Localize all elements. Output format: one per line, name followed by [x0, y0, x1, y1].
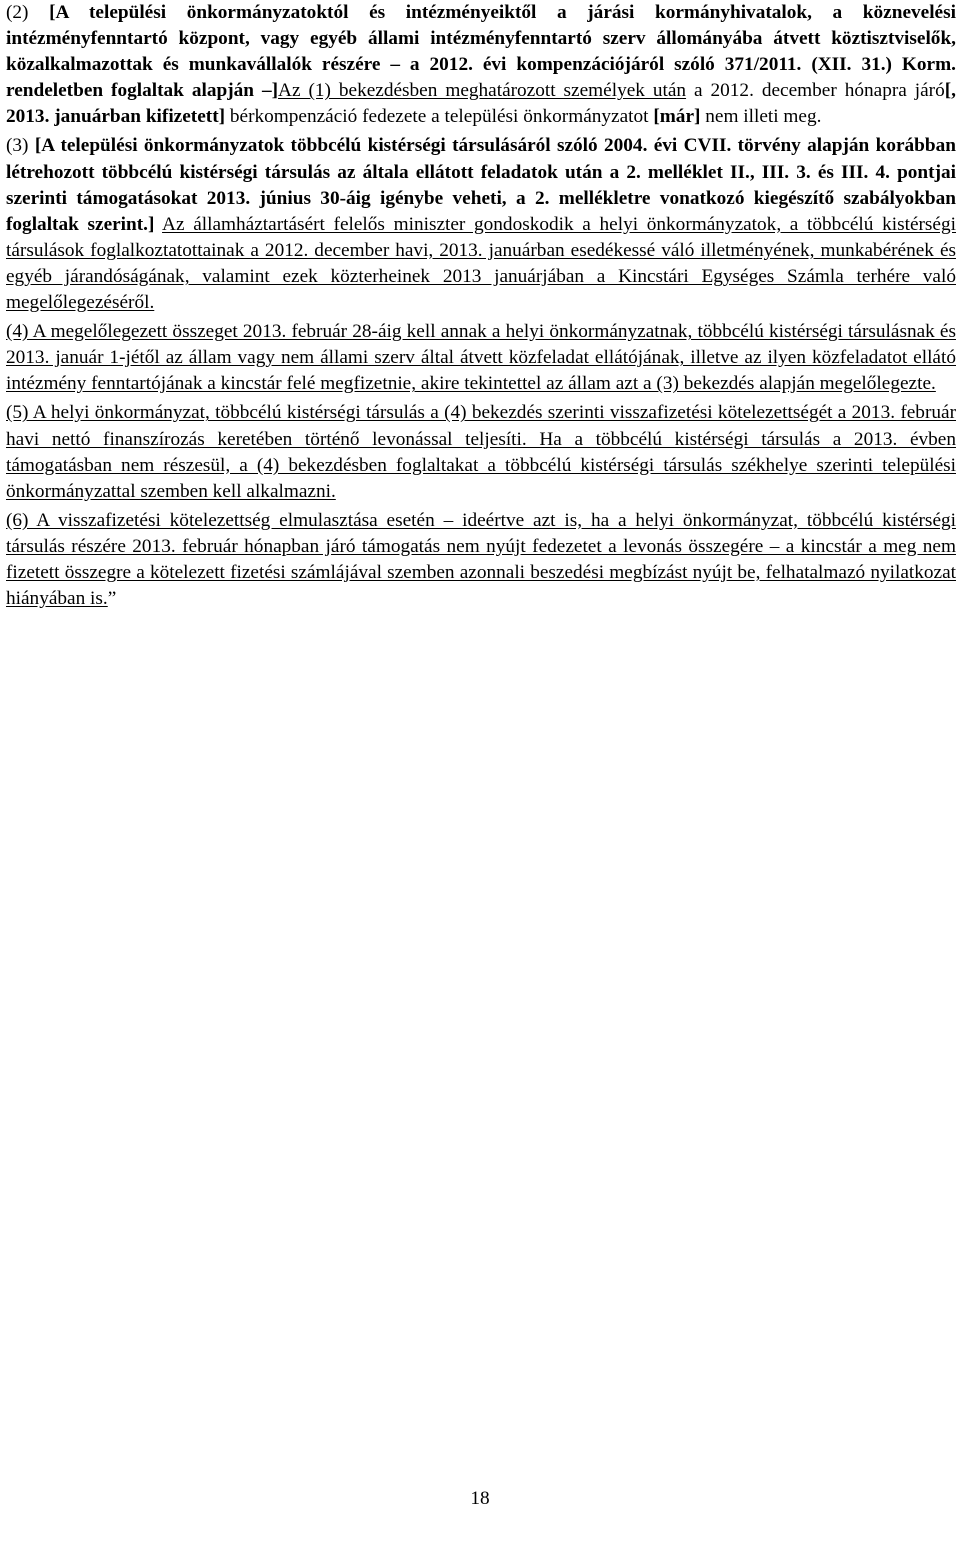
- text-run: [154, 214, 162, 235]
- text-run: (2): [6, 2, 50, 23]
- bold-text-run: [A települési önkormányzatok többcélú kistérségi társulásáról szóló 2004. évi CVII. törvény alapján korábban létrehozott többcélú kistérségi társulás az általa ellátott feladatok után a 2. melléklet II., III. 3. és III. 4. pontjai szerinti támogatásokat 2013. június 30-áig igénybe veheti, a 2. mellékletre vonatkozó kiegészítő szabályokban foglaltak szerint.]: [6, 135, 956, 235]
- text-run: nem illeti meg.: [700, 106, 822, 128]
- text-run: (3): [6, 135, 35, 157]
- paragraph: [6, 400, 956, 504]
- paragraph: [6, 319, 956, 397]
- body-text: [6, 0, 956, 612]
- paragraph: [6, 0, 956, 130]
- text-run: a 2012. december hónapra járó: [686, 80, 945, 102]
- underlined-text-run: (4) A megelőlegezett összeget 2013. február 28-áig kell annak a helyi önkormányzatnak, többcélú kistérségi társulásnak és 2013. január 1-jétől az állam vagy nem állami szerv által átvett közfeladat ellátójának, illetve az ilyen közfeladatot ellátó intézmény fenntartójának a kincstár felé megfizetnie, akire tekintettel az állam azt a (3) bekezdés alapján megelőlegezte.: [6, 321, 956, 395]
- text-run: bérkompenzáció fedezete a települési önkormányzatot: [225, 106, 654, 128]
- paragraph: [6, 508, 956, 612]
- bold-text-run: [már]: [653, 106, 701, 128]
- text-run: ”: [107, 588, 117, 610]
- bold-text-run: [A települési önkormányzatoktól és intézményeiktől a járási kormányhivatalok, a köznevelési intézményfenntartó központ, vagy egyéb állami intézményfenntartó szerv állományába átvett köztisztviselők, közalkalmazottak és munkavállalók részére – a 2012. évi kompenzációjáról szóló 371/2011. (XII. 31.) Korm. rendeletben foglaltak alapján –]: [6, 2, 956, 102]
- page-number: 18: [470, 1488, 490, 1509]
- underlined-text-run: (6) A visszafizetési kötelezettség elmulasztása esetén – ideértve azt is, ha a helyi önkormányzat, többcélú kistérségi társulás részére 2013. február hónapban járó támogatás nem nyújt fedezetet a levonás összegére – a kincstár a meg nem fizetett összegre a kötelezett fizetési számlájával szemben azonnali beszedési megbízást nyújt be, felhatalmazó nyilatkozat hiányában is.: [6, 509, 956, 610]
- underlined-text-run: Az (1) bekezdésben meghatározott személyek után: [278, 80, 687, 102]
- bold-text-run: [, 2013. januárban kifizetett]: [6, 80, 956, 128]
- underlined-text-run: (5) A helyi önkormányzat, többcélú kistérségi társulás a (4) bekezdés szerinti visszafizetési kötelezettségét a 2013. február havi nettó finanszírozás keretében történő levonással teljesíti. Ha a többcélú kistérségi társulás a 2013. évben támogatásban nem részesül, a (4) bekezdésben foglaltakat a többcélú kistérségi társulás székhelye szerinti települési önkormányzattal szemben kell alkalmazni.: [6, 402, 956, 502]
- underlined-text-run: Az államháztartásért felelős miniszter gondoskodik a helyi önkormányzatok, a többcélú kistérségi társulások foglalkoztatottainak a 2012. december havi, 2013. januárban esedékessé váló illetményének, munkabérének és egyéb járandóságának, valamint ezek közterheinek 2013 januárjában a Kincstári Egységes Számla terhére való megelőlegezéséről.: [6, 213, 956, 314]
- paragraph: [6, 133, 956, 316]
